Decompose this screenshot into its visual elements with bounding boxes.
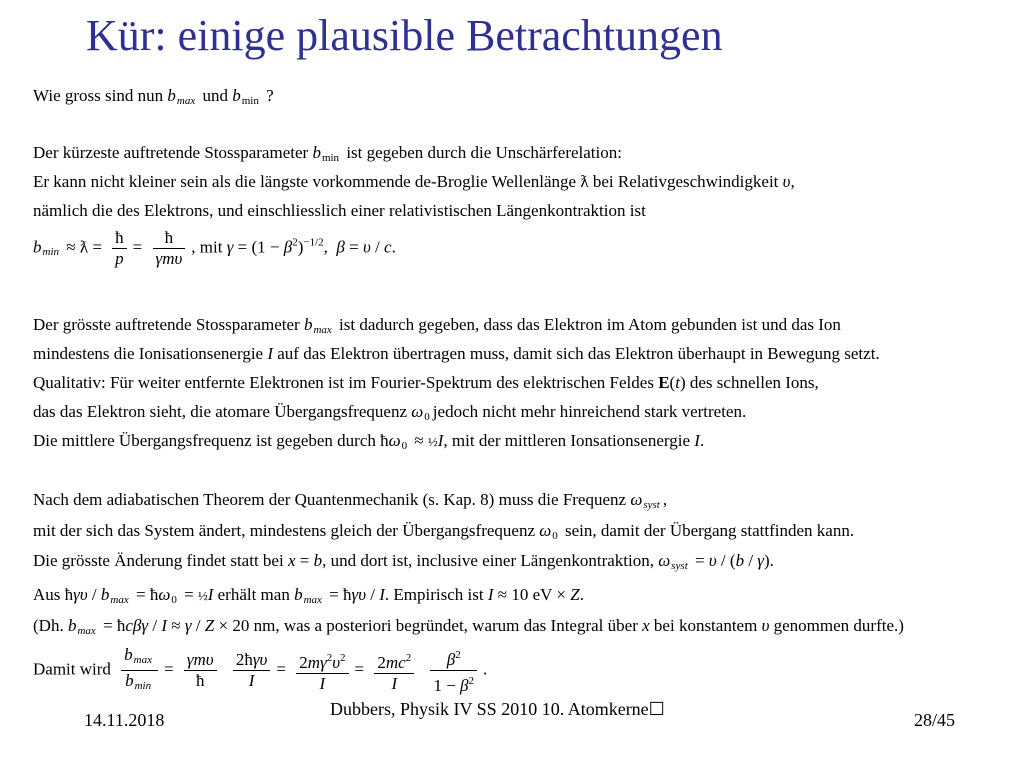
- page-number: 28/45: [914, 710, 956, 730]
- text-line-debroglie: Er kann nicht kleiner sein als die längste vorkommende de-Broglie Wellenlänge ƛ bei Relativgeschwindigkeit υ,: [33, 172, 795, 191]
- footer-date: 14.11.2018: [84, 710, 165, 730]
- text-line-bmin: Der kürzeste auftretende Stossparameter $b_{min}$ ist gegeben durch die Unschärferelation:: [33, 143, 622, 164]
- text-line-mean-frequency: Die mittlere Übergangsfrequenz ist gegeben durch $ħ\omega_0$ ≈ ½I, mit der mittleren Ionsationsenergie I.: [33, 431, 705, 452]
- text-line-ionization: mindestens die Ionisationsenergie I auf das Elektron übertragen muss, damit sich das Elektron überhaupt in Bewegung setzt.: [33, 344, 880, 363]
- text-line-transition: das das Elektron sieht, die atomare Übergangsfrequenz $\omega_0$ jedoch nicht mehr hinreichend stark vertreten.: [33, 402, 747, 423]
- text-line-bmax: Der grösste auftretende Stossparameter $b_{max}$ ist dadurch gegeben, dass das Elektron im Atom gebunden ist und das Ion: [33, 315, 841, 336]
- slide-title: Kür: einige plausible Betrachtungen: [86, 11, 723, 60]
- text-line-largest-change: Die grösste Änderung findet statt bei x = b, und dort ist, inclusive einer Längenkontraktion, $\omega_{syst} = \upsilon / (b / \gamma)$.: [33, 551, 774, 572]
- text-line-adiabatic: Nach dem adiabatischen Theorem der Quantenmechanik (s. Kap. 8) muss die Frequenz $\omega_{syst}$ ,: [33, 490, 668, 511]
- text-line-fourier: Qualitativ: Für weiter entfernte Elektronen ist im Fourier-Spektrum des elektrischen Feldes E(t) des schnellen Ions,: [33, 373, 819, 392]
- text-line-empirical: Aus ħγυ / $b_{max}$ = $ħ\omega_0$ = ½I erhält man $b_{max}$ = ħγυ / I. Empirisch ist I ≈ 10 eV × Z.: [33, 585, 584, 606]
- text-line-electron: nämlich die des Elektrons, und einschliesslich einer relativistischen Längenkontraktion ist: [33, 201, 646, 220]
- footer-source: Dubbers, Physik IV SS 2010 10. Atomkerne☐: [330, 699, 665, 719]
- text-line-consequence: (Dh. $b_{max}$ = ħcβγ / I ≈ γ / Z × 20 nm, was a posteriori begründet, warum das Integral über x bei konstantem υ genommen durfte.): [33, 616, 904, 637]
- equation-ratio: Damit wird $\frac{b_{max}}{b_{min}}$ = $\frac{\text{γmυ}}{ħ}$ $\frac{\text{2ħγυ}}{I}$ = $\frac{2m\gamma^2\upsilon^2}{I}$ = $\frac{2mc^2}{I}$ $\frac{\beta^2}{1 - \beta^2}$ .: [33, 645, 488, 695]
- equation-bmin: $b_{min}$ ≈ ƛ = $\frac{ħ}{p}$ = $\frac{ħ}{\text{γmυ}}$ , mit $\gamma = (1 - \beta^2)^{-1/2}$, β = υ / c.: [33, 228, 396, 268]
- question-line: Wie gross sind nun $b_{max}$ und $b_{min}$ ?: [33, 86, 274, 107]
- text-line-system: mit der sich das System ändert, mindestens gleich der Übergangsfrequenz $\omega_0$ sein, damit der Übergang stattfinden kann.: [33, 521, 855, 542]
